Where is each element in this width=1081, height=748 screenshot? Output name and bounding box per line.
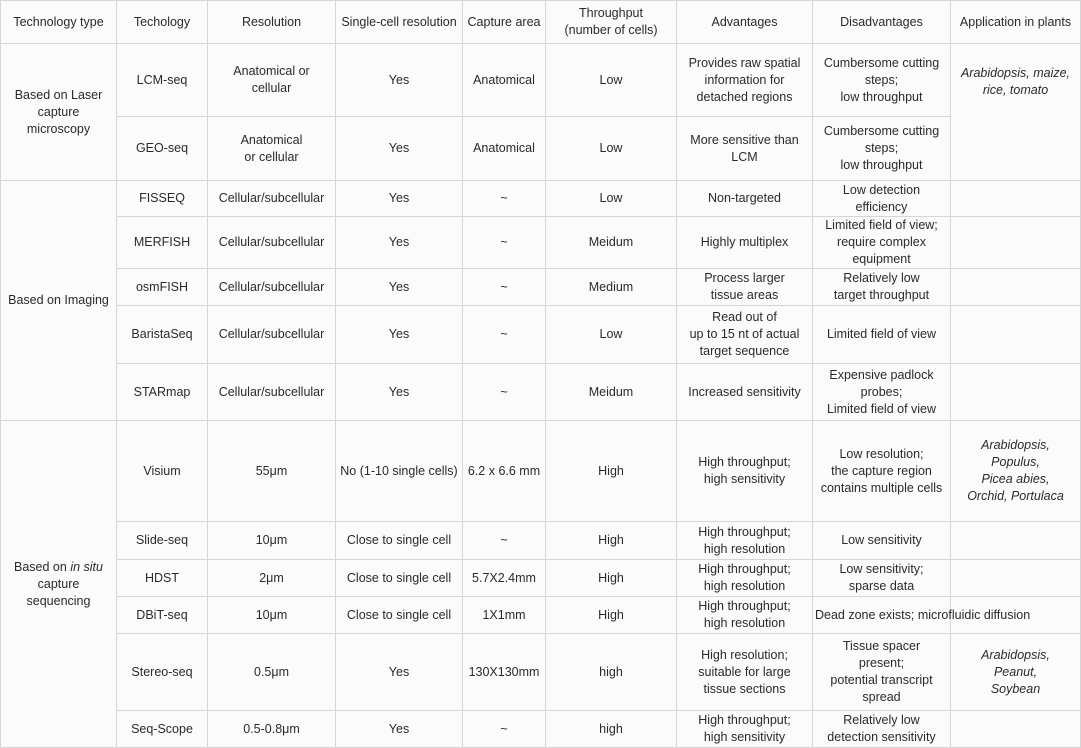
cell-advantages: High throughput; high sensitivity (677, 711, 813, 748)
cell-resolution: Anatomical or cellular (208, 44, 336, 117)
cell-resolution: Cellular/subcellular (208, 364, 336, 421)
cell-technology: STARmap (117, 364, 208, 421)
table-row (1, 597, 1081, 634)
group-label-emphasis: in situ (70, 559, 103, 574)
cell-disadvantages: Relatively low target throughput (813, 269, 951, 306)
table-row (1, 117, 1081, 181)
cell-application (951, 560, 1081, 597)
cell-technology: FISSEQ (117, 181, 208, 217)
cell-application (951, 711, 1081, 748)
cell-capture-area: Anatomical (463, 44, 546, 117)
cell-resolution: 10μm (208, 522, 336, 560)
cell-resolution: Cellular/subcellular (208, 181, 336, 217)
cell-throughput: High (546, 421, 677, 522)
table-row (1, 217, 1081, 269)
cell-technology: Visium (117, 421, 208, 522)
cell-technology: GEO-seq (117, 117, 208, 181)
cell-resolution: Cellular/subcellular (208, 269, 336, 306)
cell-advantages: Non-targeted (677, 181, 813, 217)
cell-single-cell: Close to single cell (336, 597, 463, 634)
cell-single-cell: No (1-10 single cells) (336, 421, 463, 522)
cell-single-cell: Close to single cell (336, 560, 463, 597)
cell-disadvantages: Expensive padlock probes; Limited field of view (813, 364, 951, 421)
table-row (1, 711, 1081, 748)
cell-throughput: Medium (546, 269, 677, 306)
cell-capture-area: ~ (463, 217, 546, 269)
header-technology-type: Technology type (1, 1, 117, 44)
table-row (1, 560, 1081, 597)
cell-application (951, 364, 1081, 421)
cell-advantages: Highly multiplex (677, 217, 813, 269)
cell-application: Arabidopsis, maize, rice, tomato (951, 44, 1081, 181)
group-label-prefix: Based on (14, 559, 71, 574)
cell-single-cell: Yes (336, 44, 463, 117)
cell-single-cell: Yes (336, 306, 463, 364)
cell-disadvantages: Dead zone exists; microfluidic diffusion (813, 597, 951, 634)
cell-single-cell: Close to single cell (336, 522, 463, 560)
cell-resolution: 55μm (208, 421, 336, 522)
cell-application: Arabidopsis, Peanut, Soybean (951, 634, 1081, 711)
cell-single-cell: Yes (336, 364, 463, 421)
cell-capture-area: Anatomical (463, 117, 546, 181)
cell-technology: Slide-seq (117, 522, 208, 560)
group-label-suffix: capture sequencing (26, 576, 91, 608)
cell-capture-area: ~ (463, 269, 546, 306)
table-row (1, 181, 1081, 217)
cell-disadvantages: Limited field of view; require complex equipment (813, 217, 951, 269)
cell-disadvantages: Limited field of view (813, 306, 951, 364)
cell-technology: Stereo-seq (117, 634, 208, 711)
cell-application (951, 269, 1081, 306)
cell-throughput: high (546, 634, 677, 711)
cell-advantages: High throughput; high resolution (677, 597, 813, 634)
cell-disadvantages: Cumbersome cutting steps; low throughput (813, 117, 951, 181)
cell-throughput: Low (546, 181, 677, 217)
cell-throughput: Meidum (546, 217, 677, 269)
cell-advantages: More sensitive than LCM (677, 117, 813, 181)
cell-capture-area: ~ (463, 711, 546, 748)
header-advantages: Advantages (677, 1, 813, 44)
cell-single-cell: Yes (336, 217, 463, 269)
table-row (1, 364, 1081, 421)
cell-capture-area: 5.7X2.4mm (463, 560, 546, 597)
cell-resolution: Cellular/subcellular (208, 217, 336, 269)
cell-throughput: high (546, 711, 677, 748)
cell-throughput: Low (546, 306, 677, 364)
cell-advantages: High throughput; high resolution (677, 560, 813, 597)
cell-advantages: High resolution; suitable for large tissue sections (677, 634, 813, 711)
header-resolution: Resolution (208, 1, 336, 44)
cell-technology: HDST (117, 560, 208, 597)
cell-throughput: High (546, 560, 677, 597)
cell-application (951, 306, 1081, 364)
header-technology: Techology (117, 1, 208, 44)
table-row (1, 522, 1081, 560)
cell-disadvantages: Low sensitivity (813, 522, 951, 560)
cell-single-cell: Yes (336, 117, 463, 181)
cell-throughput: Low (546, 117, 677, 181)
cell-disadvantages: Low detection efficiency (813, 181, 951, 217)
header-row (1, 1, 1081, 44)
table-row (1, 421, 1081, 522)
cell-technology: BaristaSeq (117, 306, 208, 364)
cell-disadvantages: Low resolution; the capture region contains multiple cells (813, 421, 951, 522)
cell-single-cell: Yes (336, 634, 463, 711)
cell-application: Arabidopsis, Populus, Picea abies, Orchid, Portulaca (951, 421, 1081, 522)
table-row (1, 269, 1081, 306)
cell-advantages: Process larger tissue areas (677, 269, 813, 306)
cell-advantages: Provides raw spatial information for detached regions (677, 44, 813, 117)
header-capture-area: Capture area (463, 1, 546, 44)
cell-single-cell: Yes (336, 711, 463, 748)
cell-advantages: Increased sensitivity (677, 364, 813, 421)
cell-application (951, 522, 1081, 560)
cell-application (951, 217, 1081, 269)
table-row (1, 44, 1081, 117)
table-row (1, 306, 1081, 364)
cell-throughput: Low (546, 44, 677, 117)
cell-throughput: High (546, 597, 677, 634)
header-disadvantages: Disadvantages (813, 1, 951, 44)
table-row (1, 634, 1081, 711)
cell-application (951, 181, 1081, 217)
cell-throughput: High (546, 522, 677, 560)
cell-single-cell: Yes (336, 181, 463, 217)
header-throughput: Throughput (number of cells) (546, 1, 677, 44)
header-application-in-plants: Application in plants (951, 1, 1081, 44)
cell-resolution: 0.5-0.8μm (208, 711, 336, 748)
cell-capture-area: 1X1mm (463, 597, 546, 634)
cell-advantages: High throughput; high sensitivity (677, 421, 813, 522)
cell-single-cell: Yes (336, 269, 463, 306)
group-in-situ-capture-sequencing (1, 421, 117, 748)
group-imaging: Based on Imaging (1, 181, 117, 421)
cell-resolution: Cellular/subcellular (208, 306, 336, 364)
cell-resolution: 2μm (208, 560, 336, 597)
cell-advantages: Read out of up to 15 nt of actual target sequence (677, 306, 813, 364)
cell-resolution: 0.5μm (208, 634, 336, 711)
cell-disadvantages: Relatively low detection sensitivity (813, 711, 951, 748)
cell-capture-area: ~ (463, 522, 546, 560)
cell-resolution: 10μm (208, 597, 336, 634)
cell-technology: Seq-Scope (117, 711, 208, 748)
cell-disadvantages: Cumbersome cutting steps; low throughput (813, 44, 951, 117)
header-single-cell-resolution: Single-cell resolution (336, 1, 463, 44)
cell-technology: DBiT-seq (117, 597, 208, 634)
cell-advantages: High throughput; high resolution (677, 522, 813, 560)
cell-technology: LCM-seq (117, 44, 208, 117)
cell-technology: osmFISH (117, 269, 208, 306)
cell-resolution: Anatomical or cellular (208, 117, 336, 181)
cell-capture-area: ~ (463, 181, 546, 217)
cell-throughput: Meidum (546, 364, 677, 421)
cell-capture-area: ~ (463, 364, 546, 421)
cell-disadvantages: Tissue spacer present; potential transcript spread (813, 634, 951, 711)
cell-disadvantages: Low sensitivity; sparse data (813, 560, 951, 597)
cell-capture-area: 130X130mm (463, 634, 546, 711)
cell-technology: MERFISH (117, 217, 208, 269)
group-laser-capture-microscopy: Based on Laser capture microscopy (1, 44, 117, 181)
cell-capture-area: ~ (463, 306, 546, 364)
cell-capture-area: 6.2 x 6.6 mm (463, 421, 546, 522)
